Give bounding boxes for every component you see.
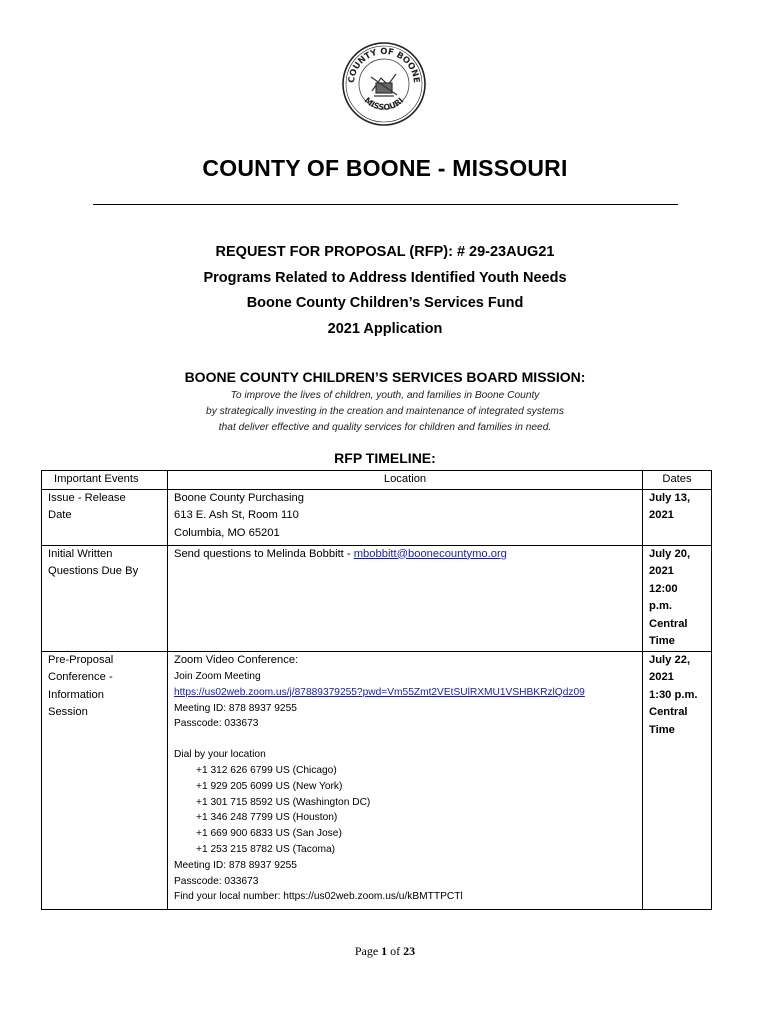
page-footer: Page 1 of 23 [354,944,416,958]
rfp-program: Programs Related to Address Identified Youth Needs [203,269,567,286]
rfp-header [0,240,770,342]
mission-line: that deliver effective and quality services for children and families in need. [218,422,552,433]
zoom-meeting-link[interactable]: https://us02web.zoom.us/j/87889379255?pwd=Vm55Zmt2VEtSUlRXMU1VSHBKRzlQdz09 [174,686,585,698]
svg-text:COUNTY OF BOONE: COUNTY OF BOONE [346,46,422,84]
rfp-number: REQUEST FOR PROPOSAL (RFP): # 29-23AUG21 [215,244,555,260]
dial-number: +1 669 900 6833 US (San Jose) [196,828,342,840]
rfp-fund: Boone County Children’s Services Fund [246,295,524,311]
table-row [42,545,712,651]
column-header-location: Location [168,471,643,490]
mission-statement [0,388,770,436]
page-number: 1 [381,944,388,958]
timeline-heading: RFP TIMELINE: [334,450,436,466]
table-row [42,651,712,909]
svg-text:MISSOURI: MISSOURI [362,95,406,113]
table-header-row [42,471,712,490]
dial-number: +1 929 205 6099 US (New York) [196,780,343,792]
event-cell: Issue - Release Date [42,489,168,545]
dial-number: +1 346 248 7799 US (Houston) [196,812,338,824]
mission-line: by strategically investing in the creation and maintenance of integrated systems [206,406,564,417]
mission-heading: BOONE COUNTY CHILDREN’S SERVICES BOARD MISSION: [184,369,586,385]
county-seal-logo [341,41,427,127]
email-link[interactable]: mbobbitt@boonecountymo.org [353,547,507,560]
title-divider [93,204,678,205]
timeline-table [41,470,712,910]
date-cell: July 20, 2021 12:00 p.m. Central Time [643,545,712,651]
column-header-dates: Dates [643,471,712,490]
location-cell: Boone County Purchasing 613 E. Ash St, Room 110 Columbia, MO 65201 [168,489,643,545]
rfp-application-year: 2021 Application [327,320,443,337]
mission-line: To improve the lives of children, youth, and families in Boone County [230,390,540,401]
page-title: COUNTY OF BOONE - MISSOURI [202,155,568,181]
column-header-events: Important Events [42,471,168,490]
dial-number: +1 312 626 6799 US (Chicago) [196,764,337,776]
event-cell: Pre-Proposal Conference - Information Session [42,651,168,909]
event-cell: Initial Written Questions Due By [42,545,168,651]
dial-number: +1 253 215 8782 US (Tacoma) [196,843,336,855]
date-cell: July 22, 2021 1:30 p.m. Central Time [643,651,712,909]
date-cell: July 13, 2021 [643,489,712,545]
dial-number: +1 301 715 8592 US (Washington DC) [196,796,371,808]
location-cell: Send questions to Melinda Bobbitt - mbobbitt@boonecountymo.org [168,545,643,651]
location-cell: Zoom Video Conference: Join Zoom Meeting https://us02web.zoom.us/j/87889379255?pwd=Vm55Zmt2VEtSUlRXMU1VSHBKRzlQdz09 Meeting ID: 878 8937 9255 Passcode: 033673 Dial by your location +1 312 626 6799 US (Chicago) +1 929 205 6099 US (New York) +1 301 715 8592 US (Washington DC) +1 346 248 7799 US (Houston) +1 669 900 6833 US (San Jose) +1 253 215 8782 US (Tacoma) Meeting ID: 878 8937 9255 Passcode: 033673 Find your local number: https://us02web.zoom.us/u/kBMTTPCTl [168,651,643,909]
table-row [42,489,712,545]
page-total: 23 [403,944,416,958]
zoom-heading: Zoom Video Conference: [174,653,299,666]
